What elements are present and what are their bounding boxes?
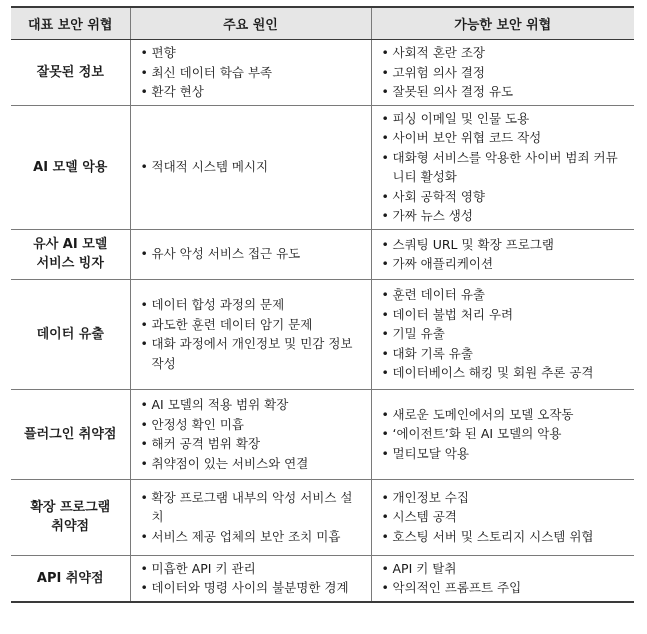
- cause-item: • 미흡한 API 키 관리: [141, 559, 365, 579]
- risk-item: • ‘에이전트’화 된 AI 모델의 악용: [382, 424, 629, 444]
- risk-item: • 데이터베이스 해킹 및 회원 추론 공격: [382, 363, 629, 383]
- cause-item: • 과도한 훈련 데이터 암기 문제: [141, 315, 365, 335]
- threat-label: 유사 AI 모델 서비스 빙자: [33, 237, 108, 271]
- threat-label: 확장 프로그램 취약점: [30, 500, 111, 534]
- threat-cell: [11, 40, 130, 106]
- risks-cell: [371, 555, 634, 602]
- risk-item: • 사회적 혼란 조장: [382, 43, 629, 63]
- cause-item: • 확장 프로그램 내부의 악성 서비스 설치: [141, 488, 365, 527]
- header-threat: 대표 보안 위협: [11, 7, 130, 40]
- risk-item: • 훈련 데이터 유출: [382, 285, 629, 305]
- threat-cell: [11, 479, 130, 555]
- causes-list: [131, 485, 371, 550]
- cause-item: • 환각 현상: [141, 82, 365, 102]
- header-causes: 주요 원인: [130, 7, 371, 40]
- header-row: [11, 7, 634, 40]
- security-threat-table-container: [11, 6, 634, 603]
- risks-cell: [371, 479, 634, 555]
- risk-item: • 멀티모달 악용: [382, 444, 629, 464]
- causes-list: [131, 241, 371, 267]
- risks-cell: [371, 40, 634, 106]
- threat-label: API 취약점: [36, 570, 104, 586]
- risk-item: • 새로운 도메인에서의 모델 오작동: [382, 405, 629, 425]
- table-row: [11, 555, 634, 602]
- risk-item: • 호스팅 서버 및 스토리지 시스템 위협: [382, 527, 629, 547]
- causes-cell: [130, 105, 371, 229]
- risks-list: [372, 282, 635, 386]
- cause-item: • 취약점이 있는 서비스와 연결: [141, 454, 365, 474]
- threat-label: AI 모델 악용: [33, 159, 108, 175]
- cause-item: • 최신 데이터 학습 부족: [141, 63, 365, 83]
- risk-item: • 고위험 의사 결정: [382, 63, 629, 83]
- risk-item: • 잘못된 의사 결정 유도: [382, 82, 629, 102]
- threat-cell: [11, 555, 130, 602]
- causes-list: [131, 392, 371, 476]
- causes-cell: [130, 555, 371, 602]
- cause-item: • 서비스 제공 업체의 보안 조치 미흡: [141, 527, 365, 547]
- threat-label: 잘못된 정보: [36, 64, 104, 80]
- cause-item: • 대화 과정에서 개인정보 및 민감 정보 작성: [141, 334, 365, 373]
- table-row: [11, 479, 634, 555]
- risk-item: • 사회 공학적 영향: [382, 187, 629, 207]
- table-row: [11, 279, 634, 389]
- risks-list: [372, 556, 635, 601]
- risk-item: • 개인정보 수집: [382, 488, 629, 508]
- risk-item: • 악의적인 프롬프트 주입: [382, 578, 629, 598]
- risk-item: • 기밀 유출: [382, 324, 629, 344]
- causes-cell: [130, 279, 371, 389]
- cause-item: • 데이터 합성 과정의 문제: [141, 295, 365, 315]
- cause-item: • 유사 악성 서비스 접근 유도: [141, 244, 365, 264]
- risk-item: • 데이터 불법 처리 우려: [382, 305, 629, 325]
- causes-cell: [130, 389, 371, 479]
- causes-list: [131, 40, 371, 105]
- header-risks: 가능한 보안 위협: [371, 7, 634, 40]
- risk-item: • 사이버 보안 위협 코드 작성: [382, 128, 629, 148]
- causes-list: [131, 154, 371, 180]
- risks-list: [372, 232, 635, 277]
- threat-cell: [11, 389, 130, 479]
- risk-item: • 피싱 이메일 및 인물 도용: [382, 109, 629, 129]
- risks-list: [372, 402, 635, 467]
- table-row: [11, 389, 634, 479]
- threat-cell: [11, 229, 130, 279]
- table-body: [11, 40, 634, 602]
- cause-item: • 적대적 시스템 메시지: [141, 157, 365, 177]
- cause-item: • AI 모델의 적용 범위 확장: [141, 395, 365, 415]
- threat-label: 데이터 유출: [36, 326, 104, 342]
- cause-item: • 편향: [141, 43, 365, 63]
- risks-list: [372, 40, 635, 105]
- table-row: [11, 105, 634, 229]
- risk-item: • 시스템 공격: [382, 507, 629, 527]
- risks-cell: [371, 279, 634, 389]
- table-row: [11, 40, 634, 106]
- causes-cell: [130, 479, 371, 555]
- causes-cell: [130, 229, 371, 279]
- table-row: [11, 229, 634, 279]
- risks-cell: [371, 229, 634, 279]
- risks-list: [372, 106, 635, 229]
- threat-cell: [11, 279, 130, 389]
- risks-cell: [371, 105, 634, 229]
- security-threat-table: [11, 6, 634, 603]
- causes-cell: [130, 40, 371, 106]
- risk-item: • 대화형 서비스를 악용한 사이버 범죄 커뮤니티 활성화: [382, 148, 629, 187]
- threat-label: 플러그인 취약점: [24, 426, 117, 442]
- risk-item: • 스쿼팅 URL 및 확장 프로그램: [382, 235, 629, 255]
- risks-list: [372, 485, 635, 550]
- risks-cell: [371, 389, 634, 479]
- risk-item: • 가짜 애플리케이션: [382, 254, 629, 274]
- causes-list: [131, 556, 371, 601]
- cause-item: • 해커 공격 범위 확장: [141, 434, 365, 454]
- risk-item: • 대화 기록 유출: [382, 344, 629, 364]
- risk-item: • API 키 탈취: [382, 559, 629, 579]
- risk-item: • 가짜 뉴스 생성: [382, 206, 629, 226]
- threat-cell: [11, 105, 130, 229]
- cause-item: • 데이터와 명령 사이의 불분명한 경계: [141, 578, 365, 598]
- causes-list: [131, 292, 371, 376]
- cause-item: • 안정성 확인 미흡: [141, 415, 365, 435]
